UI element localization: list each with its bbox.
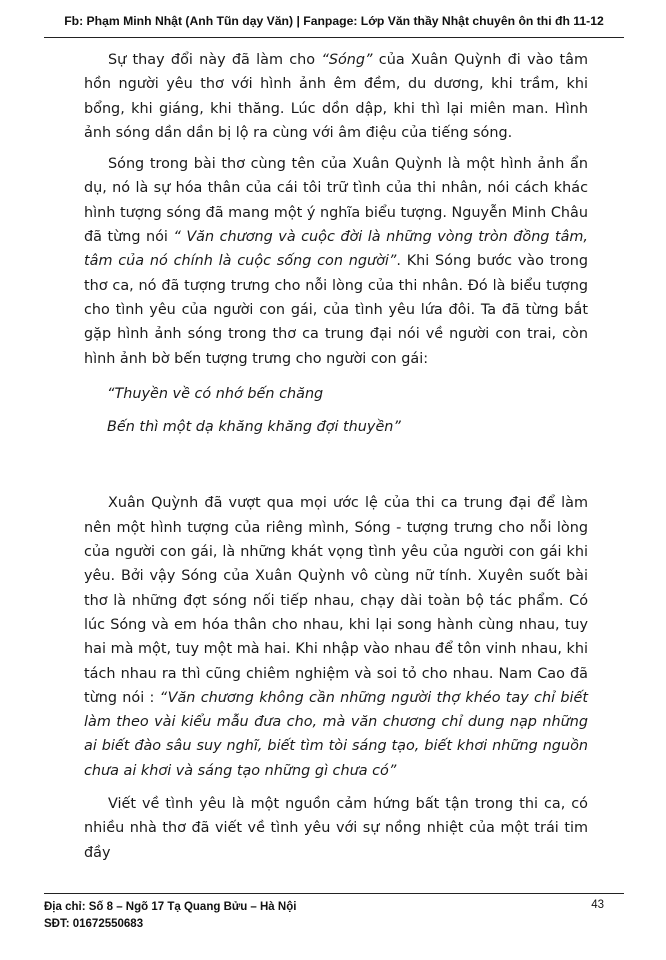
footer-address: Địa chỉ: Số 8 – Ngõ 17 Tạ Quang Bửu – Hà Nội [44,901,297,913]
page-header: Fb: Phạm Minh Nhật (Anh Tũn dạy Văn) | Fanpage: Lớp Văn thầy Nhật chuyên ôn thi đh 11-12 [64,14,604,28]
paragraph-2 [84,152,588,371]
paragraph-1-quote: “Sóng” [321,52,373,68]
header-divider [44,37,624,38]
footer-phone: SĐT: 01672550683 [44,918,144,930]
verse-line-1: “Thuyền về có nhớ bến chăng [107,385,324,402]
paragraph-3-text-a: Xuân Quỳnh đã vượt qua mọi ước lệ của thi ca trung đại để làm nên một hình tượng của riêng mình, Sóng - tượng trưng cho nỗi lòng của người con gái, là những khát vọng tình yêu của người con gái khi yêu. Bởi vậy Sóng của Xuân Quỳnh vô cùng nữ tính. Xuyên suốt bài thơ là những đợt sóng nối tiếp nhau, chạy dài toàn bộ tác phẩm. Có lúc Sóng và em hóa thân cho nhau, khi lại song hành cùng nhau, tuy hai mà một, tuy một mà hai. Khi nhập vào nhau để tôn vinh nhau, khi tách nhau ra thì cũng chiêm nghiệm và soi tỏ cho nhau. Nam Cao đã từng nói : [84,495,588,706]
paragraph-1-text-a: Sự thay đổi này đã làm cho [108,52,322,68]
paragraph-2-text-a: Sóng trong bài thơ cùng tên của Xuân Quỳnh là một hình ảnh ẩn dụ, nó là sự hóa thân của cái tôi trữ tình của thi nhân, nói cách khác hình tượng sóng đã mang một ý nghĩa biểu tượng. Nguyễn Minh Châu đã từng nói [84,156,588,246]
paragraph-4: Viết về tình yêu là một nguồn cảm hứng bất tận trong thi ca, có nhiều nhà thơ đã viết về tình yêu với sự nồng nhiệt của một trái tim đầy [84,796,588,861]
paragraph-2-quote: “ Văn chương và cuộc đời là những vòng tròn đồng tâm, tâm của nó chính là cuộc sống con người” [84,229,588,270]
paragraph-1-text-c: của Xuân Quỳnh đi vào tâm hồn người yêu thơ với hình ảnh êm đềm, du dương, khi trầm, khi bổng, khi giáng, khi thăng. Lúc dồn dập, khi thì lại miên man. Hình ảnh sóng dần dần bị lộ ra cùng với âm điệu của tiếng sóng. [84,52,588,141]
paragraph-2-text-c: . Khi Sóng bước vào trong thơ ca, nó đã tượng trưng cho nỗi lòng của thi nhân. Đó là biểu tượng cho tình yêu của người con gái, của tình yêu lứa đôi. Ta đã từng bắt gặp hình ảnh sóng trong thơ ca trung đại nói về người con trai, còn hình ảnh bờ bến tượng trưng cho người con gái: [84,253,588,367]
paragraph-1 [84,48,588,145]
footer-divider [44,893,624,894]
page-number: 43 [591,899,604,911]
paragraph-3 [84,491,588,783]
document-body [84,48,588,865]
verse-line-2: Bến thì một dạ khăng khăng đợi thuyền” [107,419,401,436]
paragraph-3-quote: “Văn chương không cần những người thợ khéo tay chỉ biết làm theo vài kiểu mẫu đưa cho, mà văn chương chỉ dung nạp những ai biết đào sâu suy nghĩ, biết tìm tòi sáng tạo, biết khơi những nguồn chưa ai khơi và sáng tạo những gì chưa có” [84,689,588,779]
page-footer [44,899,624,933]
